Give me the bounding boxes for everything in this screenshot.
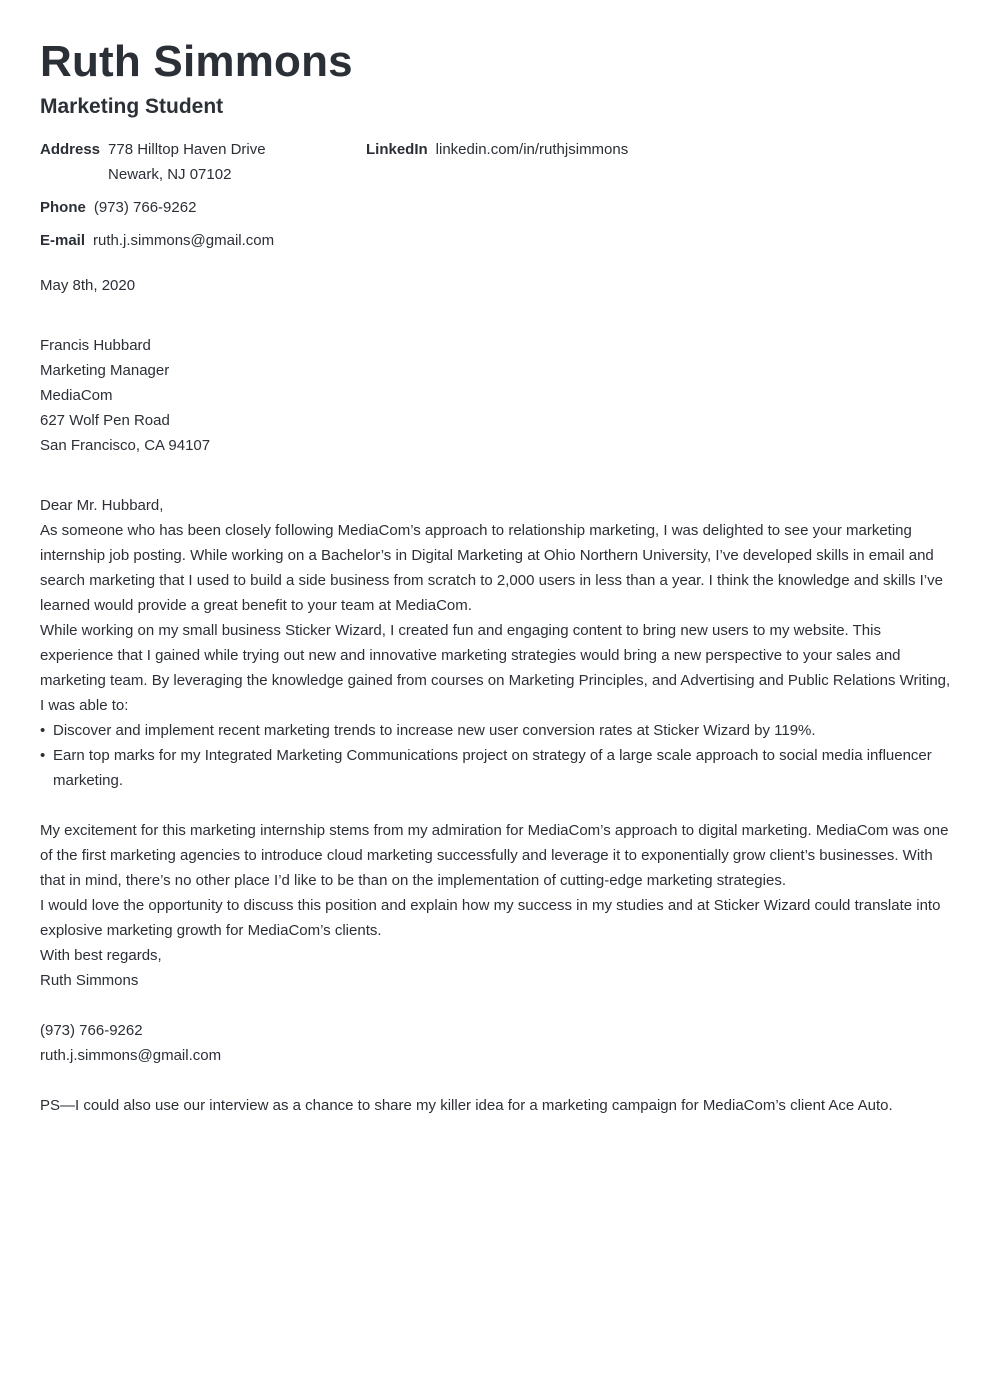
phone-row [40,195,274,220]
paragraph-4: I would love the opportunity to discuss this position and explain how my success in my studies and at Sticker Wizard could translate into explosive marketing growth for MediaCom’s clients. [40,897,941,939]
paragraph-2: While working on my small business Sticker Wizard, I created fun and engaging content to bring new users to my website. This experience that I gained while trying out new and innovative marketing strategies would bring a new perspective to your sales and marketing team. By leveraging the knowledge gained from courses on Marketing Principles, and Advertising and Public Relations Writing, I was able to: [40,622,951,714]
email-row [40,228,274,253]
signature: Ruth Simmons [40,972,139,989]
list-item: • Discover and implement recent marketing trends to increase new user conversion rates at Sticker Wizard by 119%. [40,718,952,743]
contact-details-left [40,137,274,261]
address-row [40,137,274,187]
linkedin-label: LinkedIn [366,141,428,158]
phone-label: Phone [40,199,86,216]
footer-email[interactable]: ruth.j.simmons@gmail.com [40,1047,222,1064]
recipient-title: Marketing Manager [40,362,170,379]
applicant-title: Marketing Student [40,95,224,118]
list-item: • Earn top marks for my Integrated Marketing Communications project on strategy of a large scale approach to social media influencer marketing. [40,743,952,793]
recipient-street: 627 Wolf Pen Road [40,412,170,429]
closing-block [40,943,952,993]
phone-value: (973) 766-9262 [93,199,197,216]
postscript: PS—I could also use our interview as a chance to share my killer idea for a marketing campaign for MediaCom’s client Ace Auto. [40,1097,893,1114]
footer-contact [40,1018,952,1068]
email-value[interactable]: ruth.j.simmons@gmail.com [93,232,275,249]
address-label: Address [40,141,101,158]
achievement-list [40,718,952,793]
contact-details-right [366,137,628,170]
closing: With best regards, [40,947,162,964]
address-line-2: Newark, NJ 07102 [108,166,232,183]
linkedin-row [366,137,628,162]
linkedin-value[interactable]: linkedin.com/in/ruthjsimmons [435,141,629,158]
recipient-company: MediaCom [40,387,113,404]
letter-date: May 8th, 2020 [40,277,136,294]
address-value [108,137,266,187]
email-label: E-mail [40,232,86,249]
letter-body [40,273,952,1118]
recipient-city: San Francisco, CA 94107 [40,437,211,454]
recipient-name: Francis Hubbard [40,337,151,354]
paragraph-3: My excitement for this marketing internship stems from my admiration for MediaCom’s approach to digital marketing. MediaCom was one of the first marketing agencies to introduce cloud marketing successfully and leverage it to exponentially grow client’s businesses. With that in mind, there’s no other place I’d like to be than on the implementation of cutting-edge marketing strategies. [40,822,949,889]
address-line-1: 778 Hilltop Haven Drive [108,141,266,158]
applicant-name: Ruth Simmons [40,37,353,86]
recipient-block [40,333,952,458]
footer-phone: (973) 766-9262 [40,1022,143,1039]
paragraph-2-block [40,618,952,793]
greeting: Dear Mr. Hubbard, [40,497,164,514]
paragraph-1: As someone who has been closely following MediaCom’s approach to relationship marketing, I was delighted to see your marketing internship job posting. While working on a Bachelor’s in Digital Marketing at Ohio Northern University, I’ve developed skills in email and search marketing that I used to build a side business from scratch to 2,000 users in less than a year. I think the knowledge and skills I’ve learned would provide a great benefit to your team at MediaCom. [40,522,943,614]
